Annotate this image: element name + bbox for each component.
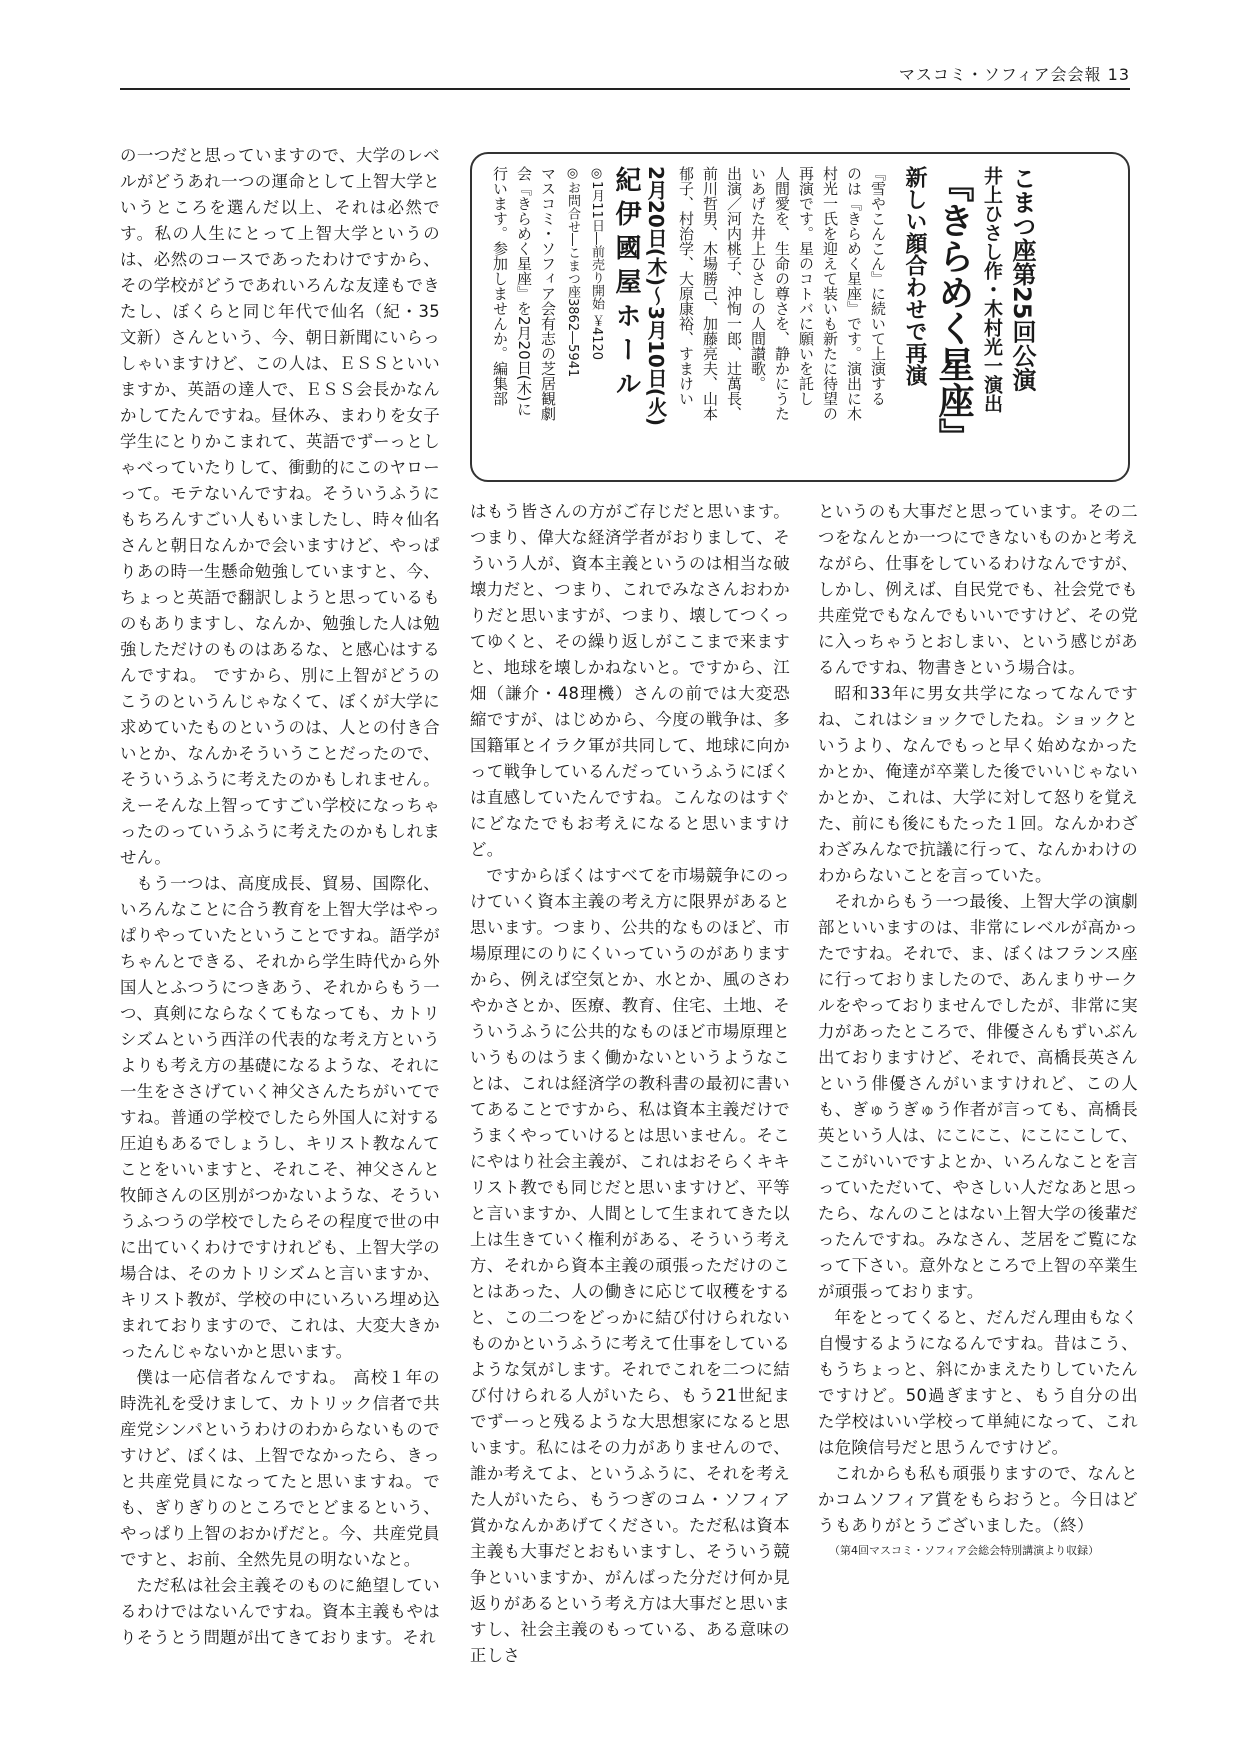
notice-group-note-line: マスコミ・ソフィア会有志の芝居観劇 xyxy=(539,166,557,421)
notice-play-title: 『きらめく星座』 xyxy=(933,166,974,454)
notice-description-line: 人間愛を、生命の尊さを、静かにうた xyxy=(773,166,791,421)
notice-contact: ◎お問合せ―こまつ座3862―5941 xyxy=(565,166,580,378)
notice-description-line: いあげた井上ひさしの人間讃歌。 xyxy=(749,166,767,391)
article-paragraph: 年をとってくると、だんだん理由もなく自慢するようになるんですね。昔はこう、もうちょっと、斜にかまえたりしていたんですけど。50過ぎますと、もう自分の出た学校はいい学校って単純になって、これは危険信号だと思うんですけど。 xyxy=(818,1308,1138,1457)
end-mark: （終） xyxy=(1051,1516,1094,1535)
notice-venue: 紀伊國屋ホール xyxy=(611,166,641,404)
article-column-2 xyxy=(470,499,790,1669)
article-paragraph: 僕は一応信者なんですね。 高校１年の時洗礼を受けまして、カトリック信者で共産党シンパというわけのわからないものですけど、ぼくは、上智でなかったら、きっと共産党員になってたと思いますね。でも、ぎりぎりのところでとどまるという、やっぱり上智のおかげだと。今、共産党員ですと、お前、全然先見の明ないなと。 xyxy=(120,1368,440,1569)
notice-subtitle: 新しい顔合わせで再演 xyxy=(902,166,927,386)
article-paragraph: それからもう一つ最後、上智大学の演劇部といいますのは、非常にレベルが高かったですね。それで、ま、ぼくはフランス座に行っておりましたので、あんまりサークルをやっておりませんでしたが、非常に実力があったところで、俳優さんもずいぶん出ておりますけど、それで、高橋長英さんという俳優さんがいますけれど、この人も、ぎゅうぎゅう作者が言っても、高橋長英という人は、にこにこ、にこにこして、ここがいいですよとか、いろんなことを言っていただいて、やさしい人だなあと思ったら、なんのことはない上智大学の後輩だったんですね。みなさん、芝居をご覧になって下さい。意外なところで上智の卒業生が頑張っております。 xyxy=(818,892,1138,1301)
event-notice-box xyxy=(470,152,1130,482)
notice-credit: 井上ひさし作・木村光一演出 xyxy=(981,166,1003,413)
notice-dates: 2月20日(木)〜3月10日(火) xyxy=(644,166,668,427)
notice-cast-line: 出演／河内桃子、沖恂一郎、辻萬長、 xyxy=(725,166,743,421)
notice-group-note-line: 行います。参加しませんか。編集部 xyxy=(491,166,509,406)
notice-cast-line: 前川哲男、木場勝己、加藤亮夫、山本 xyxy=(701,166,719,421)
notice-ticket: ◎1月11日―前売り開始 ￥4120 xyxy=(589,166,604,361)
article-paragraph: 昭和33年に男女共学になってなんですね、これはショックでしたね。ショックというより、なんでもっと早く始めなかったかとか、俺達が卒業した後でいいじゃないかとか、これは、大学に対して怒りを覚えた、前にも後にもたった１回。なんかわざわざみんなで抗議に行って、なんかわけのわからないことを言っていた。 xyxy=(818,684,1138,885)
notice-group-note-line: 会『きらめく星座』を2月20日(木)に xyxy=(515,166,533,417)
article-column-3 xyxy=(818,499,1138,1559)
article-paragraph: もう一つは、高度成長、貿易、国際化、いろんなことに合う教育を上智大学はやっぱりやっていたということですね。語学がちゃんとできる、それから学生時代から外国人とふつうにつきあう、それからもう一つ、真剣にならなくてもなっても、カトリシズムという西洋の代表的な考え方というよりも考え方の基礎になるような、それに一生をささげていく神父さんたちがいてですね。普通の学校でしたら外国人に対する圧迫もあるでしょうし、キリスト教なんてことをいいますと、それこそ、神父さんと牧師さんの区別がつかないような、そういうふつうの学校でしたらその程度で世の中に出ていくわけですけれども、上智大学の場合は、そのカトリシズムと言いますか、キリスト教が、学校の中にいろいろ埋め込まれておりますので、これは、大変大きかったんじゃないかと思います。 xyxy=(120,874,440,1361)
notice-description-line: 再演です。星のコトバに願いを託し xyxy=(797,166,815,406)
article-paragraph: はもう皆さんの方がご存じだと思います。つまり、偉大な経済学者がおりまして、そういう人が、資本主義というのは相当な破壊力だと、つまり、これでみなさんおわかりだと思いますが、つまり、壊してつくってゆくと、その繰り返しがここまで来ますと、地球を壊しかねないと。ですから、江畑（謙介・48理機）さんの前では大変恐縮ですが、はじめから、今度の戦争は、多国籍軍とイラク軍が共同して、地球に向かって戦争しているんだっていうふうにぼくは直感していたんですね。こんなのはすぐにどなたでもお考えになると思いますけど。 xyxy=(470,502,790,859)
article-paragraph: の一つだと思っていますので、大学のレベルがどうあれ一つの運命として上智大学というところを選んだ以上、それは必然です。私の人生にとって上智大学というのは、必然のコースであったわけですから、その学校がどうであれいろんな友達もできたし、ぼくらと同じ年代で仙名（紀・35文新）さんという、今、朝日新聞にいらっしゃいますけど、この人は、ＥＳＳといいますか、英語の達人で、ＥＳＳ会長かなんかしてたんですね。昼休み、まわりを女子学生にとりかこまれて、英語でずーっとしゃべっていたりして、衝動的にこのヤローって。モテないんですね。そういうふうにもちろんすごい人もいましたし、時々仙名さんと朝日なんかで会いますけど、やっぱりあの時一生懸命勉強していますと、今、ちょっと英語で翻訳しようと思っているものもありますし、なんか、勉強した人は勉強しただけのものはあるな、と感心はするんですね。 ですから、別に上智がどうのこうのというんじゃなくて、ぼくが大学に求めていたものというのは、人との付き合いとか、なんかそういうことだったので、そういうふうに考えたのかもしれません。えーそんな上智ってすごい学校になっちゃったのっていうふうに考えたのかもしれません。 xyxy=(120,146,440,867)
header-title: マスコミ・ソフィア会会報 13 xyxy=(898,65,1130,84)
article-paragraph: というのも大事だと思っています。その二つをなんとか一つにできないものかと考えながら、仕事をしているわけなんですが、しかし、例えば、自民党でも、社会党でも共産党でもなんでもいいですけど、その党に入っちゃうとおしまい、という感じがあるんですね、物書きという場合は。 xyxy=(818,502,1138,677)
notice-description-line: のは『きらめく星座』です。演出に木 xyxy=(845,166,863,421)
article-paragraph: ただ私は社会主義そのものに絶望しているわけではないんですね。資本主義もやはりそうとう問題が出てきております。それ xyxy=(120,1576,440,1647)
article-column-1 xyxy=(120,143,440,1651)
article-closing-text: これからも私も頑張りますので、なんとかコムソフィア賞をもらおうと。今日はどうもありがとうございました。 xyxy=(818,1464,1138,1535)
event-notice-vertical-text xyxy=(488,166,1034,466)
article-closing-paragraph xyxy=(818,1461,1138,1539)
notice-title: こまつ座第25回公演 xyxy=(1008,166,1036,392)
article-paragraph: ですからぼくはすべてを市場競争にのっけていく資本主義の考え方に限界があると思います。つまり、公共的なものほど、市場原理にのりにくいっていうのがありますから、例えば空気とか、水とか、風のさわやかさとか、医療、教育、住宅、土地、そういうふうに公共的なものほど市場原理というものはうまく働かないというようなことは、これは経済学の教科書の最初に書いてあることですから、私は資本主義だけでうまくやっていけるとは思いません。そこにやはり社会主義が、これはおそらくキキリスト教でも同じだと思いますけど、平等と言いますか、人間として生まれてきた以上は生きていく権利がある、そういう考え方、それから資本主義の頑張っただけのことはあった、人の働きに応じて収穫をすると、この二つをどっかに結び付けられないものかというふうに考えて仕事をしているような気がします。それでこれを二つに結び付けられる人がいたら、もう21世紀までずーっと残るような大思想家になると思います。私にはその力がありませんので、誰か考えてよ、というふうに、それを考えた人がいたら、もうつぎのコム・ソフィア賞かなんかあげてください。ただ私は資本主義も大事だとおもいますし、そういう競争といいますか、がんばった分だけ何か見返りがあるという考え方は大事だと思いますし、社会主義のもっている、ある意味の正しさ xyxy=(470,866,790,1665)
notice-description-line: 村光一氏を迎えて装いも新たに待望の xyxy=(821,166,839,421)
source-note: （第4回マスコミ・ソフィア会総会特別講演より収録） xyxy=(829,1544,1100,1557)
notice-cast-line: 郁子、村治学、大原康裕、すまけい xyxy=(677,166,695,406)
notice-description-line: 『雪やこんこん』に続いて上演する xyxy=(869,166,887,406)
header-rule xyxy=(120,88,1130,90)
